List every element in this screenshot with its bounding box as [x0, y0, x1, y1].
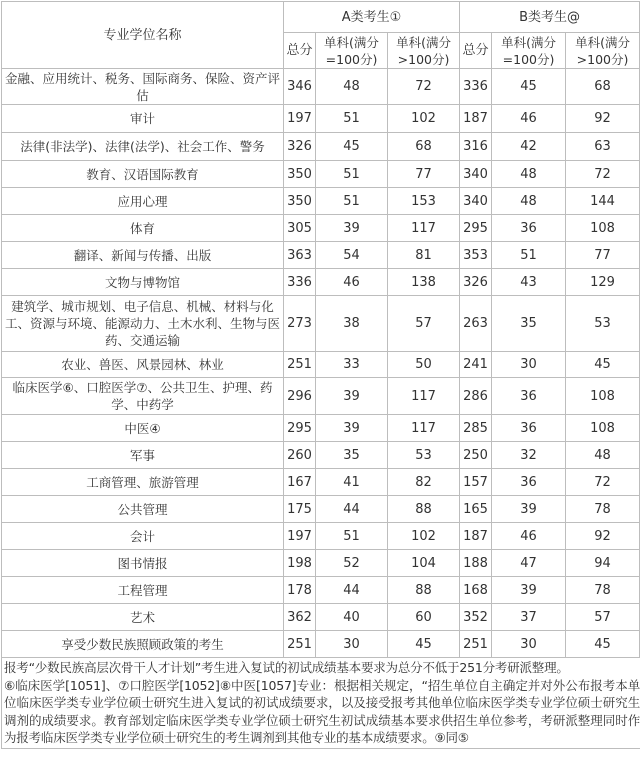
- table-row: [2, 69, 640, 105]
- b-total: 336: [460, 69, 492, 105]
- a-single-100: 52: [316, 550, 388, 577]
- b-single-gt100: 92: [566, 105, 640, 133]
- major-name: 艺术: [2, 604, 284, 631]
- a-total: 260: [284, 442, 316, 469]
- b-single-gt100: 48: [566, 442, 640, 469]
- table-row: [2, 442, 640, 469]
- header-b-total: 总分: [460, 33, 492, 69]
- a-single-gt100: 68: [388, 133, 460, 161]
- header-a-single-100: 单科(满分=100分): [316, 33, 388, 69]
- score-table: [1, 1, 640, 658]
- b-total: 187: [460, 105, 492, 133]
- table-row: [2, 242, 640, 269]
- b-total: 263: [460, 296, 492, 352]
- b-single-gt100: 45: [566, 631, 640, 658]
- b-single-gt100: 78: [566, 496, 640, 523]
- header-group-b: B类考生@: [460, 2, 640, 33]
- b-single-gt100: 77: [566, 242, 640, 269]
- major-name: 文物与博物馆: [2, 269, 284, 296]
- a-total: 350: [284, 188, 316, 215]
- a-single-100: 39: [316, 415, 388, 442]
- footnote-minority-plan: 报考“少数民族高层次骨干人才计划”考生进入复试的初试成绩基本要求为总分不低于251分考研派整理。: [4, 660, 569, 675]
- a-single-100: 51: [316, 523, 388, 550]
- table-row: [2, 496, 640, 523]
- b-single-gt100: 45: [566, 352, 640, 378]
- b-single-gt100: 78: [566, 577, 640, 604]
- b-total: 165: [460, 496, 492, 523]
- a-single-100: 54: [316, 242, 388, 269]
- b-single-gt100: 108: [566, 215, 640, 242]
- table-row: [2, 469, 640, 496]
- b-total: 168: [460, 577, 492, 604]
- b-single-gt100: 63: [566, 133, 640, 161]
- b-single-gt100: 108: [566, 378, 640, 415]
- a-single-100: 45: [316, 133, 388, 161]
- a-total: 251: [284, 631, 316, 658]
- b-single-100: 36: [492, 215, 566, 242]
- b-single-100: 32: [492, 442, 566, 469]
- table-row: [2, 352, 640, 378]
- b-single-gt100: 68: [566, 69, 640, 105]
- b-total: 295: [460, 215, 492, 242]
- b-single-gt100: 129: [566, 269, 640, 296]
- a-single-gt100: 153: [388, 188, 460, 215]
- a-single-gt100: 45: [388, 631, 460, 658]
- a-single-100: 38: [316, 296, 388, 352]
- a-single-100: 41: [316, 469, 388, 496]
- header-major-name: 专业学位名称: [2, 2, 284, 69]
- b-total: 353: [460, 242, 492, 269]
- a-single-gt100: 138: [388, 269, 460, 296]
- table-body: [2, 69, 640, 658]
- table-row: [2, 296, 640, 352]
- score-requirements-page: [1, 1, 639, 749]
- major-name: 审计: [2, 105, 284, 133]
- b-total: 250: [460, 442, 492, 469]
- b-total: 316: [460, 133, 492, 161]
- a-total: 197: [284, 523, 316, 550]
- major-name: 体育: [2, 215, 284, 242]
- a-single-gt100: 60: [388, 604, 460, 631]
- header-b-single-gt100: 单科(满分>100分): [566, 33, 640, 69]
- b-total: 352: [460, 604, 492, 631]
- a-single-100: 39: [316, 378, 388, 415]
- table-header: [2, 2, 640, 69]
- major-name: 应用心理: [2, 188, 284, 215]
- b-total: 251: [460, 631, 492, 658]
- b-single-100: 39: [492, 577, 566, 604]
- b-total: 340: [460, 161, 492, 188]
- table-row: [2, 215, 640, 242]
- b-single-100: 51: [492, 242, 566, 269]
- a-single-gt100: 72: [388, 69, 460, 105]
- header-a-single-gt100: 单科(满分>100分): [388, 33, 460, 69]
- b-single-100: 43: [492, 269, 566, 296]
- a-total: 175: [284, 496, 316, 523]
- major-name: 翻译、新闻与传播、出版: [2, 242, 284, 269]
- header-a-total: 总分: [284, 33, 316, 69]
- b-total: 188: [460, 550, 492, 577]
- a-single-100: 35: [316, 442, 388, 469]
- a-single-100: 51: [316, 161, 388, 188]
- a-total: 326: [284, 133, 316, 161]
- b-single-100: 37: [492, 604, 566, 631]
- b-total: 157: [460, 469, 492, 496]
- a-single-gt100: 82: [388, 469, 460, 496]
- b-single-gt100: 53: [566, 296, 640, 352]
- a-total: 346: [284, 69, 316, 105]
- b-single-gt100: 144: [566, 188, 640, 215]
- major-name: 工程管理: [2, 577, 284, 604]
- a-total: 305: [284, 215, 316, 242]
- a-single-100: 44: [316, 577, 388, 604]
- a-single-gt100: 81: [388, 242, 460, 269]
- a-total: 198: [284, 550, 316, 577]
- b-single-gt100: 72: [566, 469, 640, 496]
- b-total: 241: [460, 352, 492, 378]
- a-single-100: 46: [316, 269, 388, 296]
- table-row: [2, 269, 640, 296]
- a-single-gt100: 88: [388, 496, 460, 523]
- a-total: 273: [284, 296, 316, 352]
- a-total: 336: [284, 269, 316, 296]
- a-single-gt100: 77: [388, 161, 460, 188]
- major-name: 会计: [2, 523, 284, 550]
- a-single-gt100: 117: [388, 415, 460, 442]
- b-total: 285: [460, 415, 492, 442]
- table-row: [2, 523, 640, 550]
- a-single-gt100: 57: [388, 296, 460, 352]
- major-name: 建筑学、城市规划、电子信息、机械、材料与化工、资源与环境、能源动力、土木水利、生物与医药、交通运输: [2, 296, 284, 352]
- b-single-100: 39: [492, 496, 566, 523]
- major-name: 教育、汉语国际教育: [2, 161, 284, 188]
- a-single-100: 51: [316, 105, 388, 133]
- major-name: 享受少数民族照顾政策的考生: [2, 631, 284, 658]
- a-single-gt100: 117: [388, 378, 460, 415]
- b-single-100: 46: [492, 105, 566, 133]
- a-total: 350: [284, 161, 316, 188]
- b-single-gt100: 94: [566, 550, 640, 577]
- a-single-100: 30: [316, 631, 388, 658]
- b-single-100: 36: [492, 415, 566, 442]
- a-single-gt100: 117: [388, 215, 460, 242]
- table-row: [2, 105, 640, 133]
- header-group-a: A类考生①: [284, 2, 460, 33]
- major-name: 军事: [2, 442, 284, 469]
- a-total: 363: [284, 242, 316, 269]
- b-total: 340: [460, 188, 492, 215]
- b-single-100: 46: [492, 523, 566, 550]
- b-single-gt100: 57: [566, 604, 640, 631]
- table-row: [2, 577, 640, 604]
- a-single-gt100: 102: [388, 523, 460, 550]
- table-row: [2, 415, 640, 442]
- major-name: 工商管理、旅游管理: [2, 469, 284, 496]
- a-single-gt100: 53: [388, 442, 460, 469]
- a-single-100: 51: [316, 188, 388, 215]
- a-single-gt100: 102: [388, 105, 460, 133]
- b-single-100: 45: [492, 69, 566, 105]
- b-single-100: 42: [492, 133, 566, 161]
- header-b-single-100: 单科(满分=100分): [492, 33, 566, 69]
- a-total: 295: [284, 415, 316, 442]
- b-single-gt100: 92: [566, 523, 640, 550]
- b-total: 187: [460, 523, 492, 550]
- table-row: [2, 604, 640, 631]
- a-single-gt100: 104: [388, 550, 460, 577]
- b-single-100: 35: [492, 296, 566, 352]
- b-single-100: 48: [492, 161, 566, 188]
- a-total: 167: [284, 469, 316, 496]
- b-single-100: 47: [492, 550, 566, 577]
- a-single-100: 44: [316, 496, 388, 523]
- a-single-100: 48: [316, 69, 388, 105]
- b-total: 286: [460, 378, 492, 415]
- a-single-gt100: 50: [388, 352, 460, 378]
- major-name: 公共管理: [2, 496, 284, 523]
- b-single-gt100: 108: [566, 415, 640, 442]
- major-name: 图书情报: [2, 550, 284, 577]
- major-name: 法律(非法学)、法律(法学)、社会工作、警务: [2, 133, 284, 161]
- table-row: [2, 161, 640, 188]
- major-name: 农业、兽医、风景园林、林业: [2, 352, 284, 378]
- table-row: [2, 378, 640, 415]
- a-total: 197: [284, 105, 316, 133]
- major-name: 金融、应用统计、税务、国际商务、保险、资产评估: [2, 69, 284, 105]
- b-single-100: 48: [492, 188, 566, 215]
- a-single-100: 33: [316, 352, 388, 378]
- a-single-gt100: 88: [388, 577, 460, 604]
- b-single-gt100: 72: [566, 161, 640, 188]
- table-row: [2, 133, 640, 161]
- b-single-100: 36: [492, 469, 566, 496]
- table-row: [2, 550, 640, 577]
- table-row: [2, 631, 640, 658]
- b-single-100: 30: [492, 352, 566, 378]
- b-single-100: 30: [492, 631, 566, 658]
- b-total: 326: [460, 269, 492, 296]
- footnote-block: [1, 658, 640, 749]
- a-total: 178: [284, 577, 316, 604]
- table-row: [2, 188, 640, 215]
- a-single-100: 39: [316, 215, 388, 242]
- a-total: 362: [284, 604, 316, 631]
- a-total: 296: [284, 378, 316, 415]
- a-single-100: 40: [316, 604, 388, 631]
- footnote-clinical-medicine: ⑥临床医学[1051]、⑦口腔医学[1052]⑧中医[1057]专业：根据相关规定，“招生单位自主确定并对外公布报考本单位临床医学类专业学位硕士研究生进入复试的初试成绩要求，以及接受报考其他单位临床医学类专业学位硕士研究生调剂的成绩要求。教育部划定临床医学类专业学位硕士研究生初试成绩基本要求供招生单位参考，考研派整理同时作为报考临床医学类专业学位硕士研究生的考生调剂到其他专业的基本成绩要求。⑨同⑤: [4, 677, 640, 746]
- major-name: 临床医学⑥、口腔医学⑦、公共卫生、护理、药学、中药学: [2, 378, 284, 415]
- b-single-100: 36: [492, 378, 566, 415]
- major-name: 中医④: [2, 415, 284, 442]
- a-total: 251: [284, 352, 316, 378]
